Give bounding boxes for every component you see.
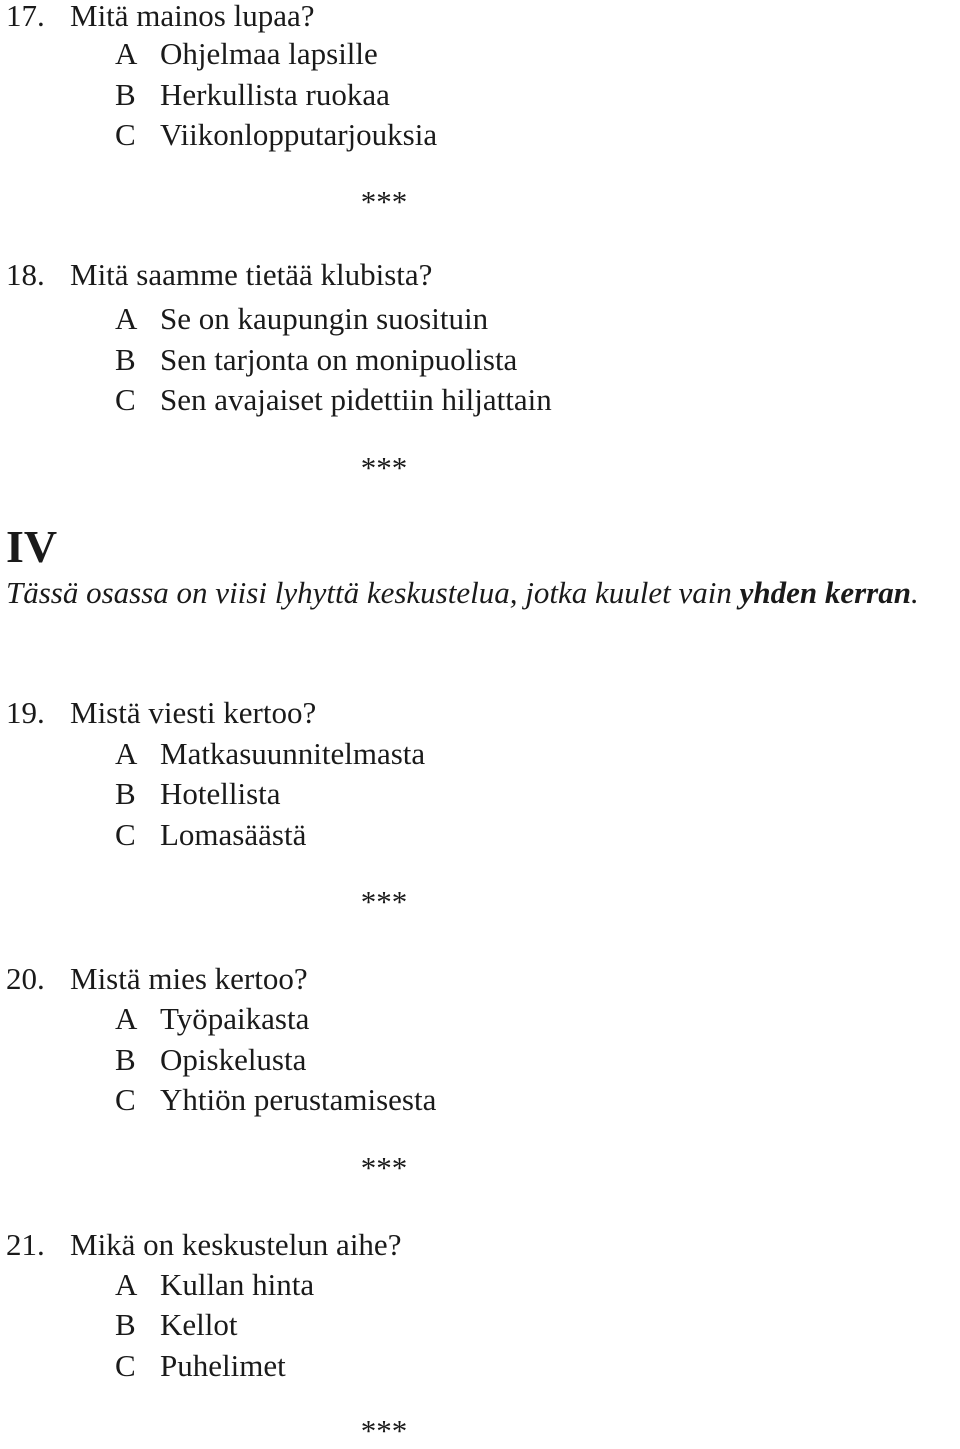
- option-text: Yhtiön perustamisesta: [160, 1082, 437, 1117]
- option-letter: A: [115, 736, 138, 771]
- option-text: Lomasäästä: [160, 817, 307, 852]
- instruction-text: Tässä osassa on viisi lyhyttä keskustelua, jotka kuulet vain: [6, 575, 732, 610]
- instruction-end: .: [910, 575, 919, 610]
- option-letter: B: [115, 77, 136, 112]
- option-letter: A: [115, 1001, 138, 1036]
- option-text: Matkasuunnitelmasta: [160, 736, 426, 771]
- separator: ***: [360, 1150, 408, 1185]
- option-text: Viikonlopputarjouksia: [160, 117, 438, 152]
- option-letter: B: [115, 342, 136, 377]
- option-letter: A: [115, 1267, 138, 1302]
- option-letter: B: [115, 1042, 136, 1077]
- option-text: Hotellista: [160, 776, 281, 811]
- separator: ***: [360, 450, 408, 485]
- option-text: Se on kaupungin suosituin: [160, 301, 489, 336]
- option-letter: C: [115, 1082, 136, 1117]
- question-text: Mistä mies kertoo?: [70, 961, 308, 996]
- option-letter: B: [115, 776, 136, 811]
- option-text: Herkullista ruokaa: [160, 77, 390, 112]
- option-text: Kellot: [160, 1307, 238, 1342]
- option-text: Puhelimet: [160, 1348, 286, 1383]
- option-letter: C: [115, 817, 136, 852]
- option-text: Kullan hinta: [160, 1267, 315, 1302]
- question-number: 21.: [6, 1227, 45, 1262]
- question-text: Mikä on keskustelun aihe?: [70, 1227, 402, 1262]
- option-letter: C: [115, 117, 136, 152]
- option-letter: C: [115, 382, 136, 417]
- option-text: Työpaikasta: [160, 1001, 310, 1036]
- question-number: 17.: [6, 0, 45, 33]
- option-letter: A: [115, 301, 138, 336]
- option-text: Sen avajaiset pidettiin hiljattain: [160, 382, 552, 417]
- question-text: Mitä saamme tietää klubista?: [70, 257, 433, 292]
- separator: ***: [360, 884, 408, 919]
- section-instruction: [6, 573, 960, 613]
- option-text: Sen tarjonta on monipuolista: [160, 342, 518, 377]
- separator: ***: [360, 1413, 408, 1448]
- separator: ***: [360, 184, 408, 219]
- question-number: 18.: [6, 257, 45, 292]
- question-text: Mistä viesti kertoo?: [70, 695, 317, 730]
- option-text: Opiskelusta: [160, 1042, 307, 1077]
- option-letter: C: [115, 1348, 136, 1383]
- question-number: 19.: [6, 695, 45, 730]
- option-letter: B: [115, 1307, 136, 1342]
- section-heading: IV: [6, 521, 58, 572]
- question-number: 20.: [6, 961, 45, 996]
- option-letter: A: [115, 36, 138, 71]
- instruction-emphasis: yhden kerran: [739, 575, 911, 610]
- question-text: Mitä mainos lupaa?: [70, 0, 315, 33]
- option-text: Ohjelmaa lapsille: [160, 36, 378, 71]
